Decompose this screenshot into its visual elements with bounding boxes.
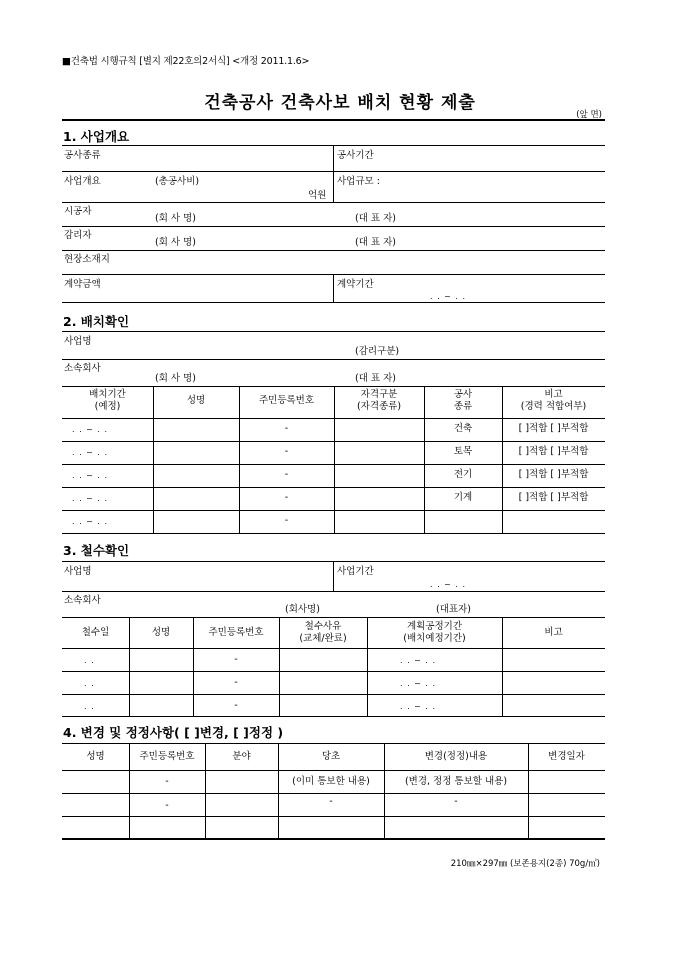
divider bbox=[502, 617, 503, 716]
top-rule bbox=[62, 119, 605, 121]
construction-type-label: 공사종류 bbox=[64, 150, 101, 161]
section2-heading: 2. 배치확인 bbox=[63, 314, 130, 329]
divider bbox=[62, 487, 605, 488]
s4-col-changed: 변경(정정)내용 bbox=[424, 751, 488, 762]
s4-col-id: 주민등록번호 bbox=[139, 751, 195, 762]
project-overview-label: 사업개요 bbox=[64, 176, 101, 187]
s3-row3-id: - bbox=[234, 700, 238, 711]
supervisor-company-label: (회 사 명) bbox=[155, 237, 196, 248]
s2-row4-period: . . ~ . . bbox=[72, 494, 109, 503]
s2-row1-note: [ ]적합 [ ]부적합 bbox=[518, 423, 589, 434]
s4-col-field: 분야 bbox=[232, 751, 251, 762]
project-scale-label: 사업규모 : bbox=[337, 176, 380, 187]
won-unit-label: 억원 bbox=[308, 190, 327, 201]
s4-row1-changed: (변경, 정정 통보할 내용) bbox=[404, 776, 508, 787]
s2-row2-period: . . ~ . . bbox=[72, 448, 109, 457]
supervisor-representative-label: (대 표 자) bbox=[355, 237, 396, 248]
s2-row2-id: - bbox=[284, 446, 289, 457]
constructor-representative-label: (대 표 자) bbox=[355, 213, 396, 224]
s3-row2-period: . . ~ . . bbox=[400, 679, 437, 688]
s2-representative-label: (대 표 자) bbox=[355, 373, 396, 384]
s3-row2-date: . . bbox=[84, 679, 95, 688]
s3-row1-date: . . bbox=[84, 656, 95, 665]
divider bbox=[62, 533, 605, 534]
divider bbox=[278, 743, 279, 839]
constructor-company-label: (회 사 명) bbox=[155, 213, 196, 224]
s2-row5-id: - bbox=[284, 515, 289, 526]
divider bbox=[129, 617, 130, 716]
s2-project-name-label: 사업명 bbox=[64, 336, 92, 347]
site-address-label: 현장소재지 bbox=[64, 254, 110, 265]
s2-col-qualification: 자격구분 (자격종류) bbox=[356, 389, 402, 412]
divider bbox=[62, 441, 605, 442]
s2-company-name-label: (회 사 명) bbox=[155, 373, 196, 384]
paper-spec-footer: 210㎜×297㎜ (보존용지(2종) 70g/㎡) bbox=[450, 859, 600, 869]
constructor-label: 시공자 bbox=[64, 206, 92, 217]
divider bbox=[62, 694, 605, 695]
construction-period-label: 공사기간 bbox=[337, 150, 374, 161]
divider bbox=[62, 648, 605, 649]
s2-row2-note: [ ]적합 [ ]부적합 bbox=[518, 446, 589, 457]
s4-row1-id: - bbox=[165, 776, 169, 787]
s2-row3-note: [ ]적합 [ ]부적합 bbox=[518, 469, 589, 480]
s3-company-name-label: (회사명) bbox=[285, 604, 320, 615]
s2-row4-type: 기계 bbox=[453, 492, 473, 503]
s4-col-original: 당초 bbox=[321, 751, 341, 762]
contract-amount-label: 계약금액 bbox=[64, 279, 101, 290]
s3-representative-label: (대표자) bbox=[436, 604, 471, 615]
s2-row3-type: 전기 bbox=[453, 469, 473, 480]
s2-row3-id: - bbox=[284, 469, 289, 480]
divider bbox=[333, 274, 334, 302]
s2-row2-type: 토목 bbox=[453, 446, 473, 457]
supervisor-label: 감리자 bbox=[64, 230, 92, 241]
divider bbox=[62, 671, 605, 672]
divider bbox=[62, 816, 605, 817]
s3-row1-id: - bbox=[234, 654, 238, 665]
s2-affiliated-company-label: 소속회사 bbox=[64, 363, 101, 374]
divider bbox=[62, 793, 605, 794]
s2-col-period: 배치기간 (예정) bbox=[89, 389, 126, 412]
s2-col-name: 성명 bbox=[186, 395, 206, 406]
divider bbox=[279, 617, 280, 716]
bottom-rule bbox=[62, 838, 605, 840]
s2-col-id: 주민등록번호 bbox=[258, 395, 315, 406]
page-side-label: (앞 면) bbox=[576, 110, 602, 120]
s3-affiliated-company-label: 소속회사 bbox=[64, 595, 101, 606]
s4-row2-changed: - bbox=[454, 796, 458, 807]
s2-row3-period: . . ~ . . bbox=[72, 471, 109, 480]
s2-row5-period: . . ~ . . bbox=[72, 517, 109, 526]
s3-col-name: 성명 bbox=[151, 627, 171, 638]
s2-row4-note: [ ]적합 [ ]부적합 bbox=[518, 492, 589, 503]
divider bbox=[62, 359, 605, 360]
s4-row2-original: - bbox=[329, 796, 333, 807]
s3-col-schedule: 계획공정기간 (배치예정기간) bbox=[403, 621, 466, 644]
s3-col-withdraw-date: 철수일 bbox=[81, 627, 110, 638]
section1-heading: 1. 사업개요 bbox=[63, 129, 130, 144]
s3-row2-id: - bbox=[234, 677, 238, 688]
s4-col-date: 변경일자 bbox=[548, 751, 585, 762]
divider bbox=[384, 743, 385, 839]
total-cost-label: (총공사비) bbox=[155, 176, 200, 187]
divider bbox=[333, 561, 334, 591]
divider bbox=[62, 743, 605, 744]
s3-col-reason: 철수사유 (교체/완료) bbox=[299, 621, 347, 644]
s2-row1-period: . . ~ . . bbox=[72, 425, 109, 434]
s3-row3-date: . . bbox=[84, 702, 95, 711]
divider bbox=[129, 743, 130, 839]
divider bbox=[333, 145, 334, 171]
divider bbox=[62, 250, 605, 251]
s3-col-id: 주민등록번호 bbox=[208, 627, 264, 638]
s3-col-note: 비고 bbox=[544, 627, 563, 638]
contract-period-label: 계약기간 bbox=[337, 279, 374, 290]
s3-project-name-label: 사업명 bbox=[64, 566, 92, 577]
divider bbox=[62, 226, 605, 227]
divider bbox=[62, 716, 605, 717]
s4-col-name: 성명 bbox=[86, 751, 105, 762]
s3-row3-period: . . ~ . . bbox=[400, 702, 437, 711]
s2-row1-id: - bbox=[284, 423, 289, 434]
divider bbox=[62, 591, 605, 592]
section3-heading: 3. 철수확인 bbox=[63, 543, 130, 558]
divider bbox=[62, 770, 605, 771]
divider bbox=[205, 743, 206, 839]
divider bbox=[62, 202, 605, 203]
s3-row1-period: . . ~ . . bbox=[400, 656, 437, 665]
s4-row1-original: (이미 통보한 내용) bbox=[292, 776, 370, 787]
s3-project-period-label: 사업기간 bbox=[337, 566, 374, 577]
contract-period-dots: . . ~ . . bbox=[430, 292, 467, 301]
s3-project-period-dots: . . ~ . . bbox=[430, 580, 467, 589]
divider bbox=[62, 617, 605, 618]
s2-row4-id: - bbox=[284, 492, 289, 503]
s2-col-work-type: 공사 종류 bbox=[453, 389, 473, 412]
divider bbox=[62, 464, 605, 465]
form-reference-note: ■건축법 시행규칙 [별지 제22호의2서식] <개정 2011.1.6> bbox=[62, 56, 310, 67]
section4-heading: 4. 변경 및 정정사항( [ ]변경, [ ]정정 ) bbox=[63, 725, 284, 740]
divider bbox=[333, 171, 334, 202]
supervision-type-label: (감리구분) bbox=[355, 346, 400, 357]
divider bbox=[62, 510, 605, 511]
form-title: 건축공사 건축사보 배치 현황 제출 bbox=[204, 93, 476, 113]
divider bbox=[62, 302, 605, 303]
divider bbox=[62, 331, 605, 332]
s2-row1-type: 건축 bbox=[453, 423, 473, 434]
divider bbox=[528, 743, 529, 839]
s4-row2-id: - bbox=[165, 800, 169, 811]
s2-col-note: 비고 (경력 적합여부) bbox=[520, 389, 587, 412]
divider bbox=[367, 617, 368, 716]
